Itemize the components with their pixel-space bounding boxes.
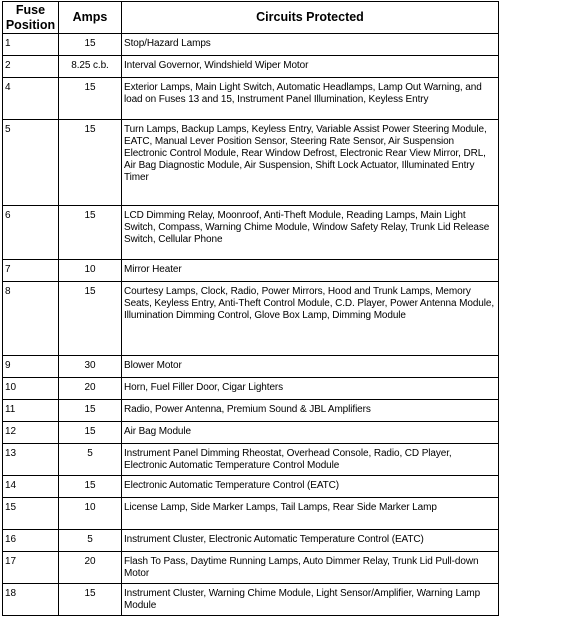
table-row: [3, 400, 499, 422]
table-row: [3, 530, 499, 552]
fuse-position-cell: 2: [3, 56, 59, 78]
fuse-position-cell: 5: [3, 120, 59, 206]
table-row: [3, 378, 499, 400]
circuits-cell: Instrument Panel Dimming Rheostat, Overhead Console, Radio, CD Player, Electronic Automatic Temperature Control Module: [122, 444, 499, 476]
amps-cell: 15: [59, 206, 122, 260]
fuse-position-cell: 12: [3, 422, 59, 444]
fuse-position-cell: 17: [3, 552, 59, 584]
fuse-position-cell: 10: [3, 378, 59, 400]
amps-cell: 30: [59, 356, 122, 378]
circuits-cell: Courtesy Lamps, Clock, Radio, Power Mirrors, Hood and Trunk Lamps, Memory Seats, Keyless Entry, Anti-Theft Control Module, C.D. Player, Power Antenna Module, Illumination Dimming Control, Glove Box Lamp, Dimming Module: [122, 282, 499, 356]
fuse-position-cell: 7: [3, 260, 59, 282]
table-row: [3, 476, 499, 498]
fuse-table: [2, 1, 499, 616]
fuse-position-cell: 13: [3, 444, 59, 476]
circuits-cell: Turn Lamps, Backup Lamps, Keyless Entry, Variable Assist Power Steering Module, EATC, Manual Lever Position Sensor, Steering Rate Sensor, Air Suspension Electronic Control Module, Rear Window Defrost, Electronic Rear View Mirror, DRL, Air Bag Diagnostic Module, Air Suspension, Shift Lock Actuator, Illuminated Entry Timer: [122, 120, 499, 206]
circuits-cell: LCD Dimming Relay, Moonroof, Anti-Theft Module, Reading Lamps, Main Light Switch, Compass, Warning Chime Module, Window Safety Relay, Trunk Lid Release Switch, Cellular Phone: [122, 206, 499, 260]
amps-cell: 15: [59, 400, 122, 422]
amps-cell: 20: [59, 552, 122, 584]
fuse-position-cell: 8: [3, 282, 59, 356]
circuits-cell: Instrument Cluster, Warning Chime Module, Light Sensor/Amplifier, Warning Lamp Module: [122, 584, 499, 616]
amps-cell: 10: [59, 498, 122, 530]
amps-cell: 15: [59, 476, 122, 498]
table-row: [3, 282, 499, 356]
header-circuits-protected: Circuits Protected: [122, 2, 499, 34]
circuits-cell: Electronic Automatic Temperature Control (EATC): [122, 476, 499, 498]
header-amps: Amps: [59, 2, 122, 34]
table-row: [3, 356, 499, 378]
table-row: [3, 34, 499, 56]
circuits-cell: Stop/Hazard Lamps: [122, 34, 499, 56]
fuse-position-cell: 11: [3, 400, 59, 422]
amps-cell: 15: [59, 584, 122, 616]
fuse-position-cell: 6: [3, 206, 59, 260]
amps-cell: 5: [59, 444, 122, 476]
header-fuse-position: Fuse Position: [3, 2, 59, 34]
table-row: [3, 78, 499, 120]
fuse-position-cell: 18: [3, 584, 59, 616]
circuits-cell: Air Bag Module: [122, 422, 499, 444]
circuits-cell: Exterior Lamps, Main Light Switch, Automatic Headlamps, Lamp Out Warning, and load on Fuses 13 and 15, Instrument Panel Illumination, Keyless Entry: [122, 78, 499, 120]
table-row: [3, 444, 499, 476]
table-row: [3, 120, 499, 206]
fuse-position-cell: 15: [3, 498, 59, 530]
circuits-cell: Mirror Heater: [122, 260, 499, 282]
fuse-position-cell: 4: [3, 78, 59, 120]
circuits-cell: Flash To Pass, Daytime Running Lamps, Auto Dimmer Relay, Trunk Lid Pull-down Motor: [122, 552, 499, 584]
table-row: [3, 206, 499, 260]
fuse-position-cell: 14: [3, 476, 59, 498]
circuits-cell: Horn, Fuel Filler Door, Cigar Lighters: [122, 378, 499, 400]
table-row: [3, 498, 499, 530]
amps-cell: 15: [59, 120, 122, 206]
table-row: [3, 260, 499, 282]
circuits-cell: License Lamp, Side Marker Lamps, Tail Lamps, Rear Side Marker Lamp: [122, 498, 499, 530]
fuse-position-cell: 1: [3, 34, 59, 56]
amps-cell: 8.25 c.b.: [59, 56, 122, 78]
amps-cell: 20: [59, 378, 122, 400]
table-row: [3, 422, 499, 444]
amps-cell: 15: [59, 34, 122, 56]
amps-cell: 15: [59, 78, 122, 120]
circuits-cell: Radio, Power Antenna, Premium Sound & JBL Amplifiers: [122, 400, 499, 422]
fuse-position-cell: 16: [3, 530, 59, 552]
amps-cell: 15: [59, 422, 122, 444]
fuse-position-cell: 9: [3, 356, 59, 378]
circuits-cell: Instrument Cluster, Electronic Automatic Temperature Control (EATC): [122, 530, 499, 552]
table-row: [3, 584, 499, 616]
amps-cell: 10: [59, 260, 122, 282]
amps-cell: 15: [59, 282, 122, 356]
circuits-cell: Interval Governor, Windshield Wiper Motor: [122, 56, 499, 78]
circuits-cell: Blower Motor: [122, 356, 499, 378]
table-row: [3, 552, 499, 584]
table-row: [3, 56, 499, 78]
amps-cell: 5: [59, 530, 122, 552]
header-row: [3, 2, 499, 34]
